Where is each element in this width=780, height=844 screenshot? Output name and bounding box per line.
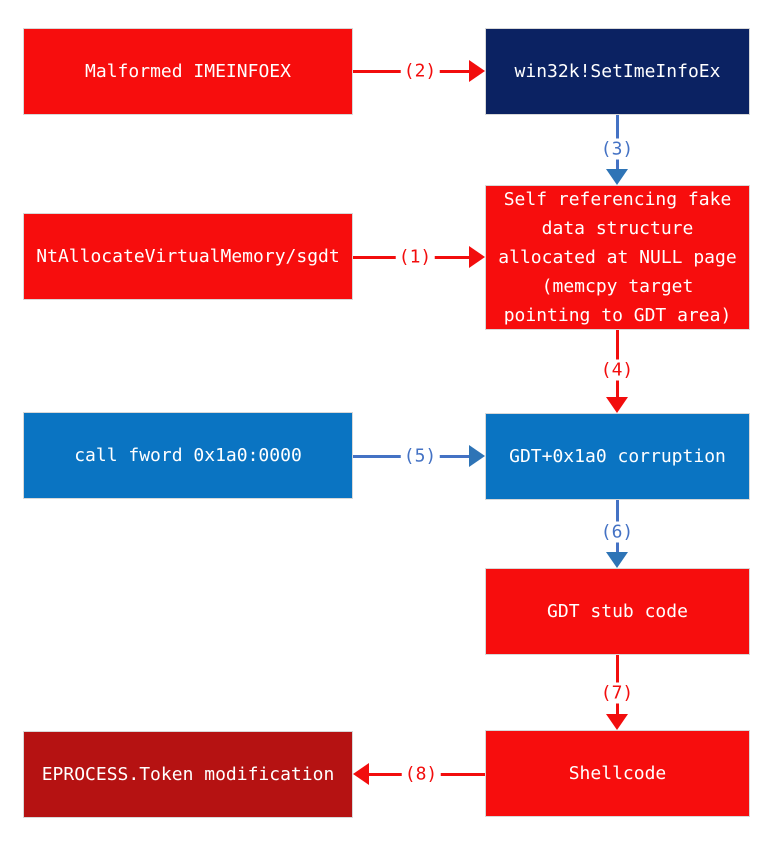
box-label: Self referencing fake data structure allocated at NULL page (memcpy target pointing to GDT area) — [498, 189, 737, 326]
arrow-7-label: (7) — [598, 683, 637, 704]
box-label: Shellcode — [568, 763, 667, 784]
arrow-5-head-icon — [469, 445, 485, 467]
box-label: NtAllocateVirtualMemory/sgdt — [36, 246, 340, 267]
box-call-fword — [23, 412, 353, 499]
box-win32k-setimeinfoex — [485, 28, 750, 115]
box-label: GDT+0x1a0 corruption — [509, 446, 726, 467]
arrow-4-head-icon — [606, 397, 628, 413]
arrow-5-label: (5) — [401, 446, 440, 467]
arrow-6-head-icon — [606, 552, 628, 568]
arrow-1-label: (1) — [396, 247, 435, 268]
box-fake-data-structure — [485, 185, 750, 330]
arrow-3-label: (3) — [598, 139, 637, 160]
arrow-3-head-icon — [606, 169, 628, 185]
box-label: EPROCESS.Token modification — [41, 764, 335, 785]
box-gdt-stub-code — [485, 568, 750, 655]
box-gdt-corruption — [485, 413, 750, 500]
arrow-2-head-icon — [469, 60, 485, 82]
box-ntallocatevirtualmemory-sgdt — [23, 213, 353, 300]
arrow-4-label: (4) — [598, 360, 637, 381]
box-shellcode — [485, 730, 750, 817]
arrow-6-label: (6) — [598, 522, 637, 543]
arrow-7-head-icon — [606, 714, 628, 730]
arrow-1-head-icon — [469, 246, 485, 268]
arrow-8-label: (8) — [402, 764, 441, 785]
box-label: win32k!SetImeInfoEx — [514, 61, 721, 82]
box-malformed-imeinfoex — [23, 28, 353, 115]
box-label: GDT stub code — [547, 601, 688, 622]
arrow-2-label: (2) — [401, 61, 440, 82]
box-eprocess-token-modification — [23, 731, 353, 818]
arrow-8-head-icon — [353, 763, 369, 785]
box-label: call fword 0x1a0:0000 — [74, 445, 302, 466]
box-label: Malformed IMEINFOEX — [85, 61, 291, 82]
